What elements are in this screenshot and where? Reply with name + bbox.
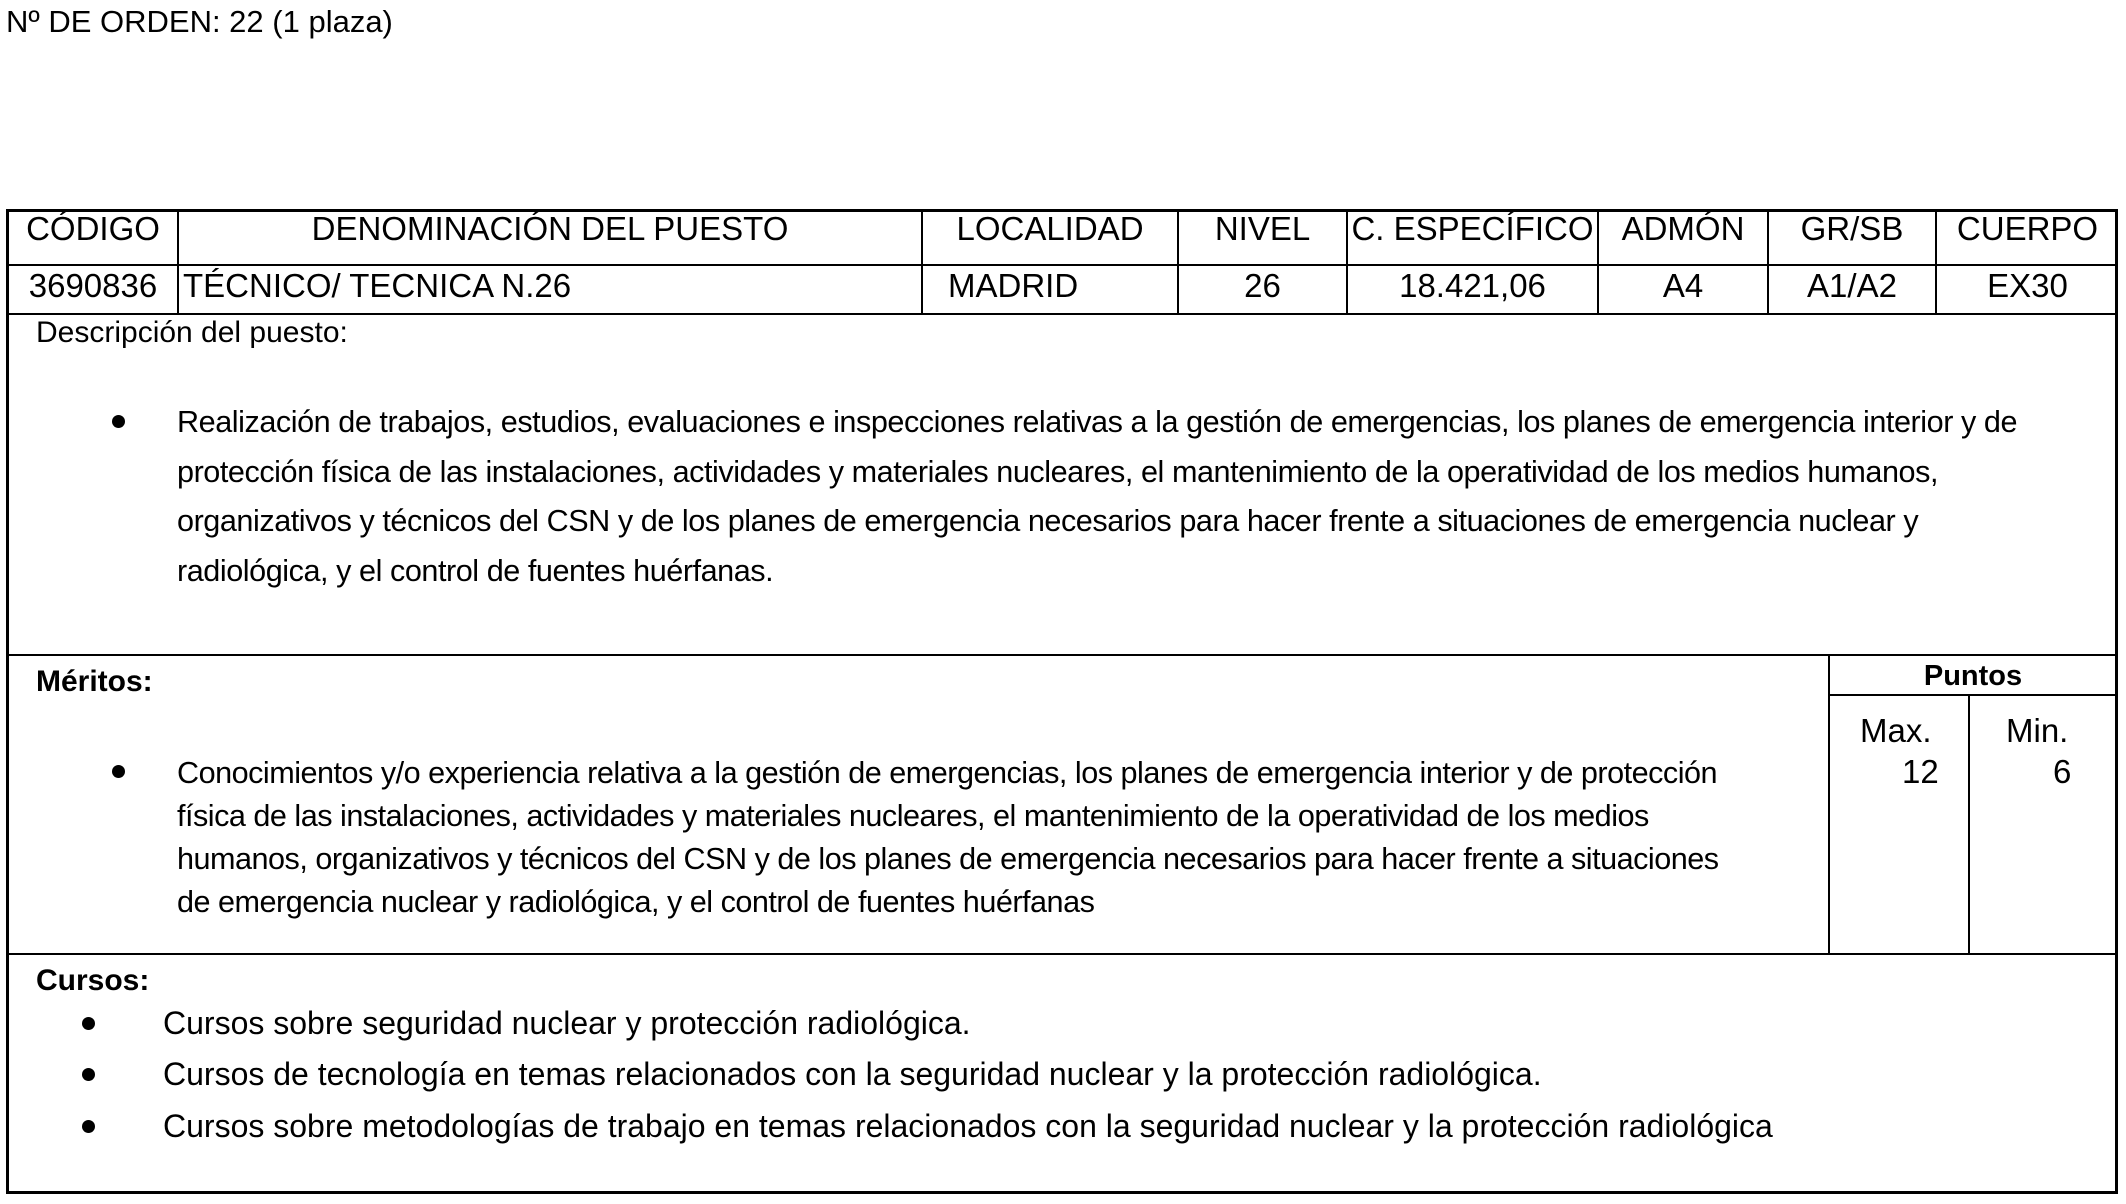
puntos-max-label: Max.: [1860, 712, 1932, 749]
puntos-min-value: 6: [2053, 753, 2072, 790]
descripcion-divider: [6, 654, 2118, 656]
cell-codigo: 3690836: [28, 267, 158, 304]
curso-item: Cursos sobre seguridad nuclear y protección radiológica.: [163, 1005, 971, 1041]
cell-localidad: MADRID: [948, 267, 1079, 304]
puntos-min-label: Min.: [2006, 712, 2069, 749]
puntos-divider: [1968, 694, 1970, 954]
puntos-max-value: 12: [1902, 753, 1939, 790]
bullet-icon: [82, 1068, 95, 1081]
curso-item: Cursos de tecnología en temas relacionados con la seguridad nuclear y la protección radiológica.: [163, 1056, 1542, 1092]
meritos-label: Méritos:: [36, 665, 153, 698]
cell-especifico: 18.421,06: [1399, 267, 1546, 304]
bullet-icon: [82, 1120, 95, 1133]
col-header-admon: ADMÓN: [1621, 210, 1745, 247]
col-header-codigo: CÓDIGO: [26, 210, 160, 247]
curso-item: Cursos sobre metodologías de trabajo en temas relacionados con la seguridad nuclear y la protección radiológica: [163, 1108, 1773, 1144]
bullet-icon: [112, 765, 125, 778]
col-header-nivel: NIVEL: [1214, 210, 1311, 247]
cell-admon: A4: [1662, 267, 1704, 304]
cell-nivel: 26: [1244, 267, 1281, 304]
descripcion-item: Realización de trabajos, estudios, evaluaciones e inspecciones relativas a la gestión de emergencias, los planes de emergencia interior y de protección física de las instalaciones, actividades y materiales nucleares, el mantenimiento de la operatividad de los medios humanos, organizativos y técnicos del CSN y de los planes de emergencia necesarios para hacer frente a situaciones de emergencia nuclear y radiológica, y el control de fuentes huérfanas.: [177, 405, 2018, 588]
cursos-label: Cursos:: [36, 964, 150, 997]
col-header-especifico: C. ESPECÍFICO: [1351, 210, 1594, 247]
col-header-denominacion: DENOMINACIÓN DEL PUESTO: [311, 210, 789, 247]
puntos-divider: [1828, 654, 1830, 954]
cell-cuerpo: EX30: [1987, 267, 2068, 304]
job-posting-table: [6, 209, 2118, 1194]
order-number: Nº DE ORDEN: 22 (1 plaza): [6, 4, 393, 39]
col-header-cuerpo: CUERPO: [1956, 210, 2099, 247]
col-header-grsb: GR/SB: [1800, 210, 1904, 247]
bullet-icon: [112, 415, 125, 428]
col-header-localidad: LOCALIDAD: [956, 210, 1144, 247]
meritos-item: Conocimientos y/o experiencia relativa a la gestión de emergencias, los planes de emergencia interior y de protección física de las instalaciones, actividades y materiales nucleares, el mantenimiento de la operatividad de los medios humanos, organizativos y técnicos del CSN y de los planes de emergencia necesarios para hacer frente a situaciones de emergencia nuclear y radiológica, y el control de fuentes huérfanas: [177, 756, 1719, 919]
meritos-divider: [6, 953, 2118, 955]
bullet-icon: [82, 1017, 95, 1030]
cell-denominacion: TÉCNICO/ TECNICA N.26: [183, 267, 572, 304]
puntos-header: Puntos: [1923, 660, 2023, 692]
cell-grsb: A1/A2: [1807, 267, 1897, 304]
puntos-header-divider: [1828, 694, 2118, 696]
descripcion-label: Descripción del puesto:: [36, 316, 348, 349]
